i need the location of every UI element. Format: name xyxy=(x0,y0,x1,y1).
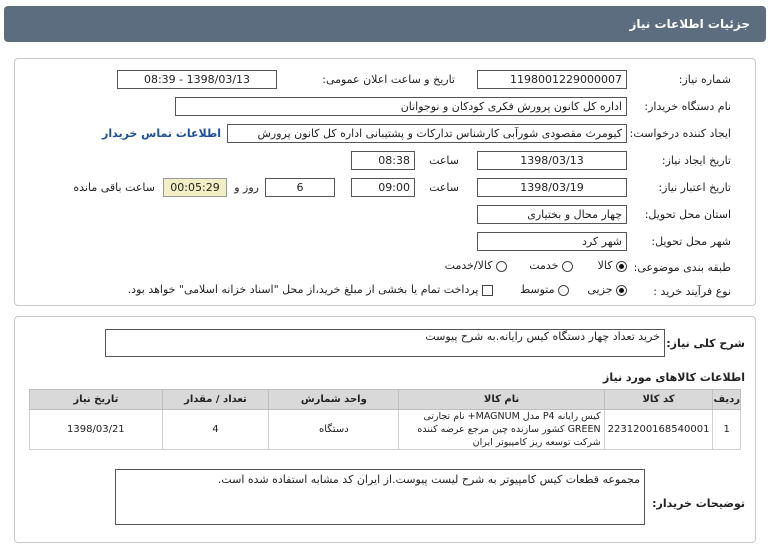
row-index: 1 xyxy=(713,410,741,450)
created-time-field: 08:38 xyxy=(351,151,415,170)
col-code: کد کالا xyxy=(604,390,713,410)
col-name: نام کالا xyxy=(399,390,604,410)
need-info-panel xyxy=(14,58,756,306)
city-field: شهر کرد xyxy=(477,232,627,251)
col-qty: تعداد / مقدار xyxy=(162,390,269,410)
created-date-field: 1398/03/13 xyxy=(477,151,627,170)
created-time-label: ساعت xyxy=(429,154,459,167)
radio-icon[interactable] xyxy=(558,285,569,296)
need-number-label: شماره نیاز: xyxy=(678,73,731,86)
process-label: نوع فرآیند خرید : xyxy=(653,285,731,298)
summary-label: شرح کلی نیاز: xyxy=(666,337,745,350)
announce-field: 1398/03/13 - 08:39 xyxy=(117,70,277,89)
announce-label: تاریخ و ساعت اعلان عمومی: xyxy=(322,73,455,86)
row-date: 1398/03/21 xyxy=(30,410,163,450)
goods-section-title: اطلاعات کالاهای مورد نیاز xyxy=(603,371,745,384)
goods-table xyxy=(29,389,741,450)
validity-date-label: تاریخ اعتبار نیاز: xyxy=(658,181,731,194)
category-option-goods[interactable]: کالا xyxy=(598,259,627,272)
row-qty: 4 xyxy=(162,410,269,450)
validity-time-field: 09:00 xyxy=(351,178,415,197)
treasury-payment-option[interactable]: پرداخت تمام یا بخشی از مبلغ خرید،از محل "اسناد خزانه اسلامی" خواهد بود. xyxy=(128,283,493,296)
col-index: ردیف xyxy=(713,390,741,410)
validity-date-field: 1398/03/19 xyxy=(477,178,627,197)
radio-icon[interactable] xyxy=(496,261,507,272)
days-field: 6 xyxy=(265,178,335,197)
row-unit: دستگاه xyxy=(269,410,399,450)
radio-selected-icon[interactable] xyxy=(616,261,627,272)
province-label: استان محل تحویل: xyxy=(644,208,731,221)
table-row xyxy=(30,410,741,450)
summary-field: خرید تعداد چهار دستگاه کیس رایانه.به شرح پیوست xyxy=(105,329,665,357)
need-details-panel xyxy=(14,316,756,543)
buyer-notes-label: توضیحات خریدار: xyxy=(652,497,745,510)
checkbox-icon[interactable] xyxy=(482,285,493,296)
goods-table-header xyxy=(30,390,741,410)
remaining-label: ساعت باقی مانده xyxy=(73,181,155,194)
col-date: تاریخ نیاز xyxy=(30,390,163,410)
page-title: جزئیات اطلاعات نیاز xyxy=(629,17,750,31)
row-name: کیس رایانه P4 مدل MAGNUM+ نام تجارتی GREEN کشور سازنده چین مرجع عرضه کننده شرکت توسعه ریز کامپیوتر ایران xyxy=(399,410,604,450)
buyer-org-label: نام دستگاه خریدار: xyxy=(644,100,731,113)
remaining-time-field: 00:05:29 xyxy=(163,178,227,197)
process-option-minor[interactable]: جزیی xyxy=(587,283,627,296)
days-label: روز و xyxy=(234,181,259,194)
col-unit: واحد شمارش xyxy=(269,390,399,410)
requester-label: ایجاد کننده درخواست: xyxy=(629,127,731,140)
radio-selected-icon[interactable] xyxy=(616,285,627,296)
buyer-org-field: اداره کل کانون پرورش فکری کودکان و نوجوانان xyxy=(175,97,627,116)
created-date-label: تاریخ ایجاد نیاز: xyxy=(661,154,731,167)
validity-time-label: ساعت xyxy=(429,181,459,194)
city-label: شهر محل تحویل: xyxy=(651,235,731,248)
need-number-field: 1198001229000007 xyxy=(477,70,627,89)
category-option-service[interactable]: خدمت xyxy=(529,259,573,272)
process-option-medium[interactable]: متوسط xyxy=(520,283,569,296)
category-option-goods-service[interactable]: کالا/خدمت xyxy=(445,259,507,272)
province-field: چهار محال و بختیاری xyxy=(477,205,627,224)
page-header xyxy=(4,6,766,42)
category-label: طبقه بندی موضوعی: xyxy=(633,261,731,274)
contact-info-link[interactable]: اطلاعات تماس خریدار xyxy=(101,127,221,140)
row-code: 2231200168540001 xyxy=(604,410,713,450)
requester-field: کیومرث مقصودی شورآبی کارشناس تدارکات و پشتیبانی اداره کل کانون پرورش xyxy=(227,124,627,143)
buyer-notes-field: مجموعه قطعات کیس کامپیوتر به شرح لیست پیوست.از ایران کد مشابه استفاده شده است. xyxy=(115,469,645,525)
radio-icon[interactable] xyxy=(562,261,573,272)
